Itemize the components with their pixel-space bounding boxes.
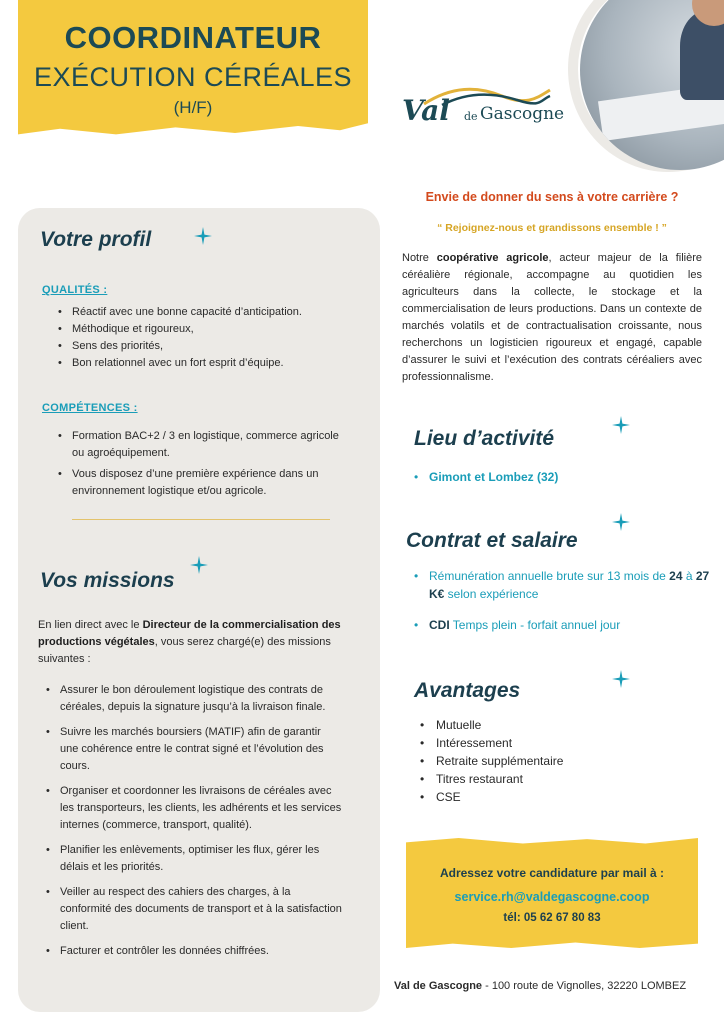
list-item: • Gimont et Lombez (32) [414, 468, 704, 486]
sparkle-icon [194, 227, 212, 245]
list-item: • Titres restaurant [420, 770, 680, 788]
qualites-list [58, 304, 358, 372]
list-item: • Assurer le bon déroulement logistique des contrats de céréales, depuis la signature jusqu’à la livraison finale. [46, 682, 342, 716]
list-item: • Organiser et coordonner les livraisons de céréales avec les transporteurs, les clients, les adhérents et les services internes (commerce, transport, qualité). [46, 783, 342, 834]
application-instruction: Adressez votre candidature par mail à : [439, 866, 665, 880]
sparkle-icon [190, 556, 208, 574]
sparkle-icon [612, 670, 630, 688]
list-item: • Mutuelle [420, 716, 680, 734]
footer-company: Val de Gascogne [394, 980, 483, 992]
list-item: • Rémunération annuelle brute sur 13 mois de 24 à 27 K€ selon expérience [414, 567, 710, 603]
list-item: • CDI Temps plein - forfait annuel jour [414, 616, 710, 634]
list-item: • Réactif avec une bonne capacité d’anticipation. [58, 304, 358, 321]
sparkle-icon [612, 513, 630, 531]
tagline-quote: “ Rejoignez-nous et grandissons ensemble ! ” [437, 222, 667, 234]
job-title-line1: COORDINATEUR [64, 20, 322, 55]
section-divider [72, 519, 330, 520]
lead-question: Envie de donner du sens à votre carrière ? [425, 190, 679, 204]
intro-bold: coopérative agricole [436, 252, 549, 264]
lieu-list [414, 468, 704, 486]
list-item: • Suivre les marchés boursiers (MATIF) afin de garantir une cohérence entre le contrat signé et l’évolution des cours. [46, 724, 342, 775]
list-item: • Facturer et contrôler les données chiffrées. [46, 943, 342, 960]
list-item: • Sens des priorités, [58, 338, 358, 355]
missions-intro-bold: Directeur de la commercialisation des productions végétales [38, 619, 341, 648]
lieu-heading: Lieu d’activité [414, 427, 555, 450]
footer-address-text: - 100 route de Vignolles, 32220 LOMBEZ [482, 980, 687, 992]
list-item: • Bon relationnel avec un fort esprit d’équipe. [58, 355, 358, 372]
logo-text-de: de [464, 110, 478, 123]
competences-label: COMPÉTENCES : [42, 402, 138, 414]
list-item: • Veiller au respect des cahiers des charges, à la conformité des documents de transport et à la satisfaction client. [46, 884, 342, 935]
contrat-list [414, 567, 710, 634]
avantages-list [420, 716, 680, 806]
logo-text-val: Val [402, 94, 450, 127]
application-phone[interactable]: tél: 05 62 67 80 83 [503, 912, 601, 924]
competences-list [58, 428, 350, 500]
missions-intro: En lien direct avec le Directeur de la commercialisation des productions végétales, vous serez chargé(e) des missions suivantes : [38, 619, 341, 665]
avantages-heading: Avantages [414, 679, 521, 702]
sparkle-icon [612, 416, 630, 434]
job-title-line2: EXÉCUTION CÉRÉALES [33, 62, 353, 92]
list-item: • CSE [420, 788, 680, 806]
list-item: • Intéressement [420, 734, 680, 752]
list-item: • Retraite supplémentaire [420, 752, 680, 770]
job-title-line3: (H/F) [173, 98, 213, 117]
list-item: • Formation BAC+2 / 3 en logistique, commerce agricole ou agroéquipement. [58, 428, 350, 462]
missions-list [46, 682, 342, 960]
qualites-label: QUALITÉS : [42, 284, 108, 296]
list-item: • Vous disposez d’une première expérience dans un environnement logistique et/ou agricole. [58, 466, 350, 500]
footer-address [394, 980, 714, 992]
list-item: • Méthodique et rigoureux, [58, 321, 358, 338]
company-intro: Notre coopérative agricole, acteur majeur de la filière céréalière régionale, accompagne au quotidien les agriculteurs dans la collecte, le stockage et la commercialisation de leurs productions. Dans un contexte de marchés volatils et de contractualisation croissante, nous recherchons un logisticien rigoureux et engagé, capable d’assurer le suivi et l’exécution des contrats céréaliers avec professionnalisme. [402, 252, 702, 383]
list-item: • Planifier les enlèvements, optimiser les flux, gérer les délais et les priorités. [46, 842, 342, 876]
logo-text-gascogne: Gascogne [480, 104, 565, 124]
contrat-heading: Contrat et salaire [406, 529, 578, 552]
missions-heading: Vos missions [40, 569, 175, 592]
application-email-link[interactable]: service.rh@valdegascogne.coop [454, 890, 650, 904]
profil-heading: Votre profil [40, 228, 152, 251]
